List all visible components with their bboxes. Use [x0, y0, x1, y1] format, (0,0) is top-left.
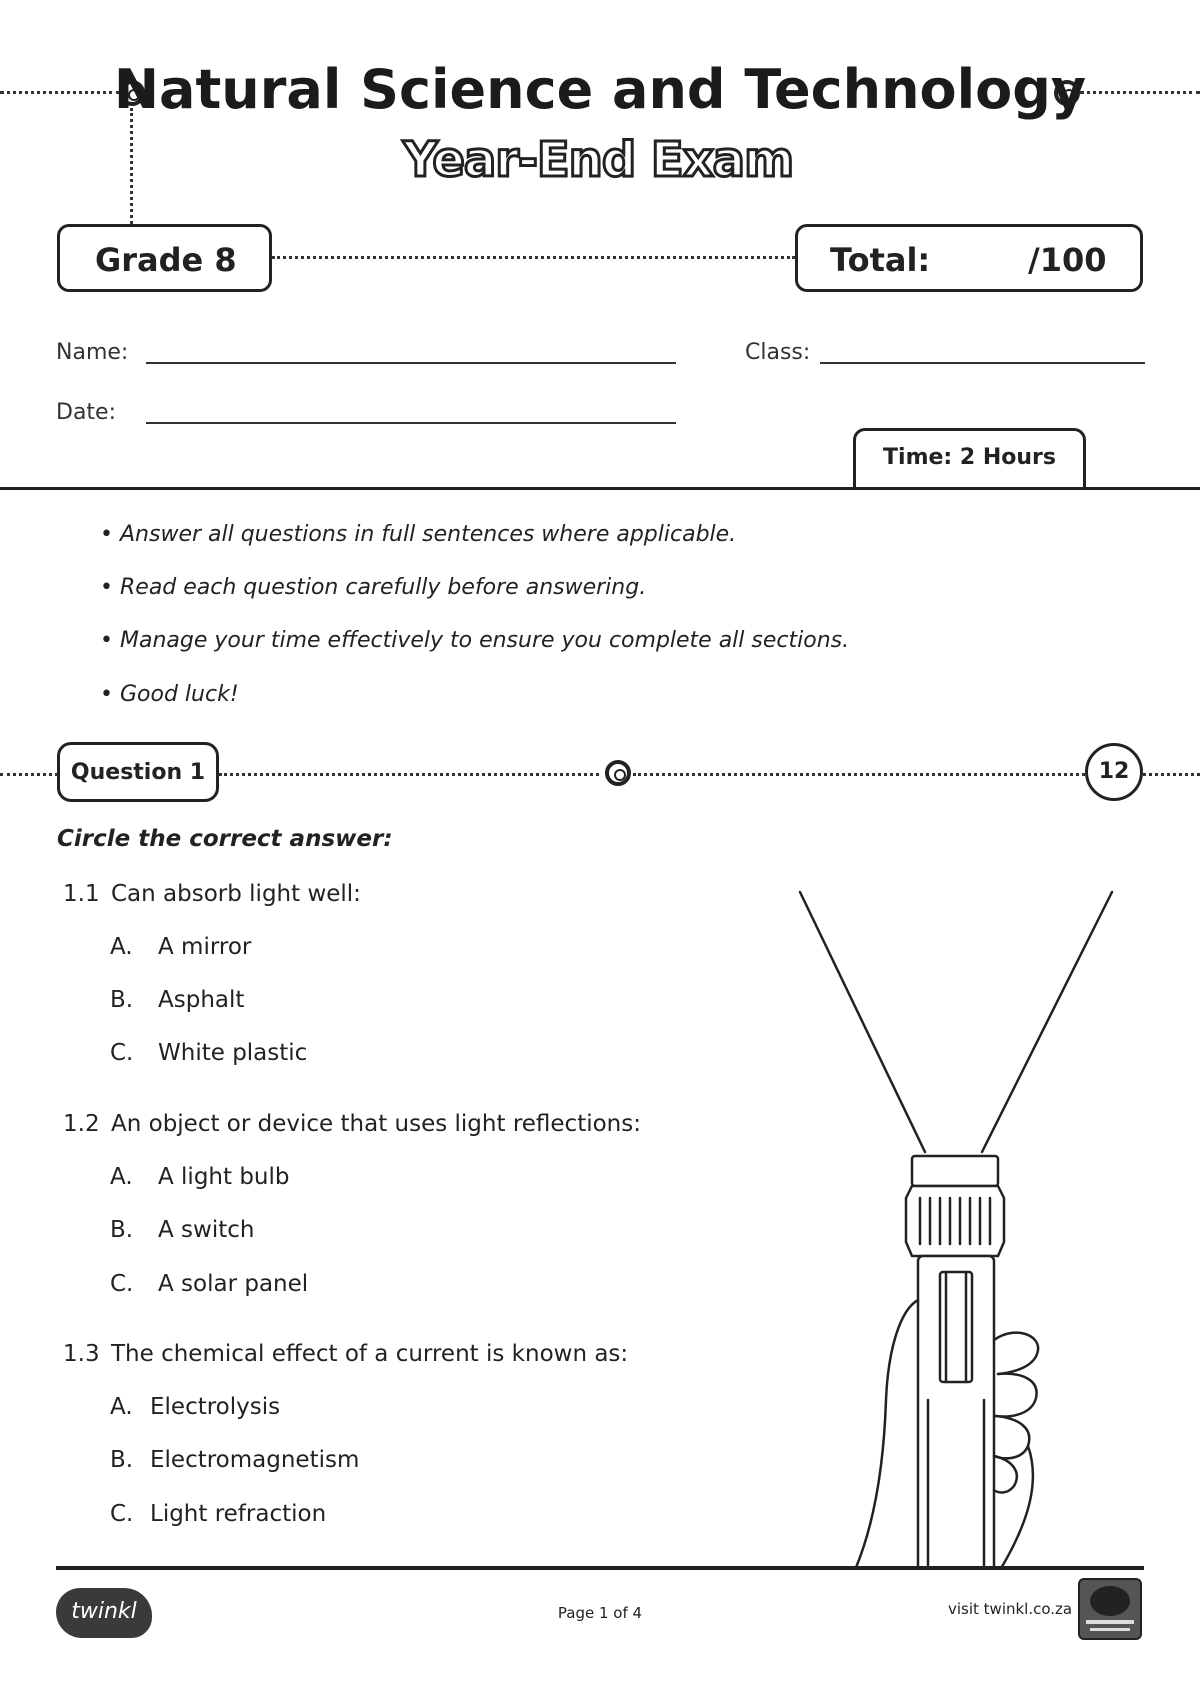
total-label: Total: — [830, 241, 931, 279]
twinkl-logo-text: twinkl — [71, 1599, 137, 1624]
footer-rule — [56, 1566, 1144, 1570]
total-value: /100 — [1028, 241, 1107, 279]
instruction-item: • Good luck! — [100, 682, 239, 707]
question-item-number: 1.1 — [63, 881, 100, 907]
question-dotted-line-mid-right — [633, 773, 1085, 776]
answer-option[interactable]: C. Light refraction — [110, 1501, 327, 1527]
name-field[interactable] — [146, 362, 676, 364]
instruction-item: • Answer all questions in full sentences where applicable. — [100, 522, 737, 547]
class-field[interactable] — [820, 362, 1145, 364]
question-1-label: Question 1 — [70, 760, 206, 785]
grade-label: Grade 8 — [95, 241, 237, 279]
flashlight-illustration — [760, 880, 1140, 1570]
grade-box — [57, 224, 272, 292]
question-dotted-line-mid-left — [219, 773, 599, 776]
total-box — [795, 224, 1143, 292]
footer-site-link[interactable]: visit twinkl.co.za — [948, 1600, 1073, 1618]
answer-option[interactable]: B. Asphalt — [110, 987, 245, 1013]
page-subtitle: Year-End Exam — [403, 132, 794, 188]
date-label: Date: — [56, 400, 116, 425]
header-divider — [0, 487, 1200, 490]
question-1-label-box — [57, 742, 219, 802]
instruction-item: • Read each question carefully before answering. — [100, 575, 647, 600]
question-1-marks: 12 — [1098, 759, 1130, 784]
class-label: Class: — [745, 340, 811, 365]
quality-seal-icon — [1078, 1578, 1142, 1640]
question-ring-ornament — [605, 760, 631, 786]
question-1-marks-badge — [1085, 743, 1143, 801]
question-1-prompt: Circle the correct answer: — [57, 826, 393, 852]
answer-option[interactable]: A. Electrolysis — [110, 1394, 281, 1420]
date-field[interactable] — [146, 422, 676, 424]
question-dotted-line-right — [1143, 773, 1200, 776]
question-item — [63, 1341, 628, 1367]
answer-option[interactable]: C. White plastic — [110, 1040, 308, 1066]
question-item — [63, 1111, 641, 1137]
answer-option[interactable]: B. A switch — [110, 1217, 255, 1243]
question-item-text: An object or device that uses light reflections: — [111, 1111, 641, 1137]
page-title: Natural Science and Technology — [113, 58, 1087, 121]
question-dotted-line-left — [0, 773, 58, 776]
time-tab — [853, 428, 1086, 490]
answer-option[interactable]: C. A solar panel — [110, 1271, 309, 1297]
question-item-number: 1.2 — [63, 1111, 100, 1137]
answer-option[interactable]: B. Electromagnetism — [110, 1447, 360, 1473]
instruction-item: • Manage your time effectively to ensure you complete all sections. — [100, 628, 850, 653]
grade-total-dotted-line — [272, 256, 795, 259]
answer-option[interactable]: A. A light bulb — [110, 1164, 290, 1190]
question-item-text: Can absorb light well: — [111, 881, 361, 907]
header-dotted-connector — [130, 108, 133, 224]
page-number: Page 1 of 4 — [557, 1604, 643, 1622]
question-item-text: The chemical effect of a current is known as: — [111, 1341, 629, 1367]
question-item-number: 1.3 — [63, 1341, 100, 1367]
time-label: Time: 2 Hours — [883, 445, 1056, 470]
question-item — [63, 881, 361, 907]
name-label: Name: — [56, 340, 129, 365]
answer-option[interactable]: A. A mirror — [110, 934, 252, 960]
